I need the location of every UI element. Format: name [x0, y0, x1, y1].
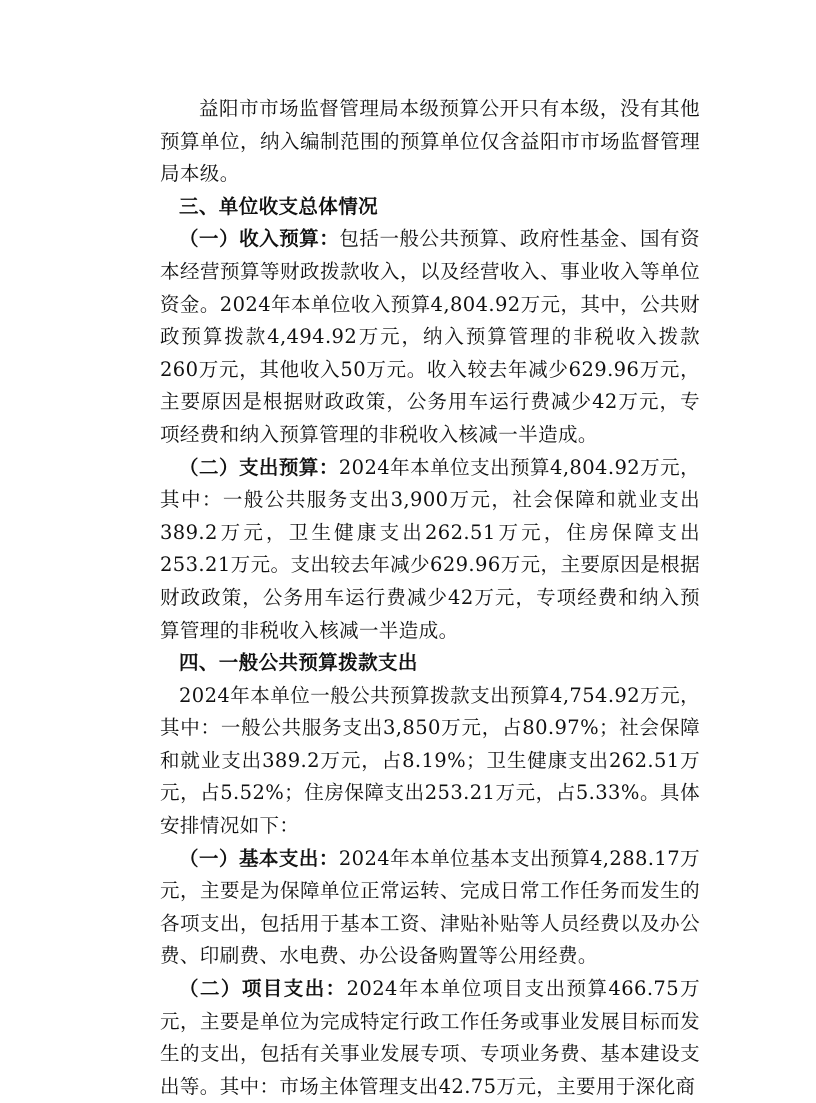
paragraph-expenditure-budget	[160, 452, 700, 648]
basic-expenditure-label: （一）基本支出：	[179, 846, 339, 870]
paragraph-basic-expenditure	[160, 843, 700, 973]
project-expenditure-text: 2024年本单位项目支出预算466.75万元，主要是单位为完成特定行政工作任务或事业发展目标而发生的支出，包括有关事业发展专项、专项业务费、基本建设支出等。其中：市场主体管理支出42.75万元，主要用于深化商	[160, 977, 701, 1098]
income-budget-label: （一）收入预算：	[179, 227, 340, 251]
income-budget-text: 包括一般公共预算、政府性基金、国有资本经营预算等财政拨款收入，以及经营收入、事业收入等单位资金。2024年本单位收入预算4,804.92万元，其中，公共财政预算拨款4,494.92万元，纳入预算管理的非税收入拨款260万元，其他收入50万元。收入较去年减少629.96万元，主要原因是根据财政政策，公务用车运行费减少42万元，专项经费和纳入预算管理的非税收入核减一半造成。	[160, 227, 701, 446]
section-heading-3: 三、单位收支总体情况	[179, 194, 379, 218]
section-heading-4: 四、一般公共预算拨款支出	[179, 651, 418, 675]
paragraph-general-budget: 2024年本单位一般公共预算拨款支出预算4,754.92万元，其中：一般公共服务支出3,850万元，占80.97%；社会保障和就业支出389.2万元，占8.19%；卫生健康支出262.51万元，占5.52%；住房保障支出253.21万元，占5.33%。具体安排情况如下：	[160, 683, 700, 838]
project-expenditure-label: （二）项目支出：	[179, 977, 347, 1001]
paragraph-income-budget	[160, 223, 700, 451]
basic-expenditure-text: 2024年本单位基本支出预算4,288.17万元，主要是为保障单位正常运转、完成日常工作任务而发生的各项支出，包括用于基本工资、津贴补贴等人员经费以及办公费、印刷费、水电费、办公设备购置等公用经费。	[160, 846, 700, 968]
document-page	[160, 93, 700, 1103]
expenditure-budget-label: （二）支出预算：	[179, 455, 339, 479]
expenditure-budget-text: 2024年本单位支出预算4,804.92万元，其中：一般公共服务支出3,900万元，社会保障和就业支出389.2万元，卫生健康支出262.51万元，住房保障支出253.21万元。支出较去年减少629.96万元，主要原因是根据财政政策，公务用车运行费减少42万元，专项经费和纳入预算管理的非税收入核减一半造成。	[160, 455, 700, 642]
paragraph-budget-scope: 益阳市市场监督管理局本级预算公开只有本级，没有其他预算单位，纳入编制范围的预算单位仅含益阳市市场监督管理局本级。	[160, 97, 700, 186]
paragraph-project-expenditure	[160, 973, 700, 1103]
